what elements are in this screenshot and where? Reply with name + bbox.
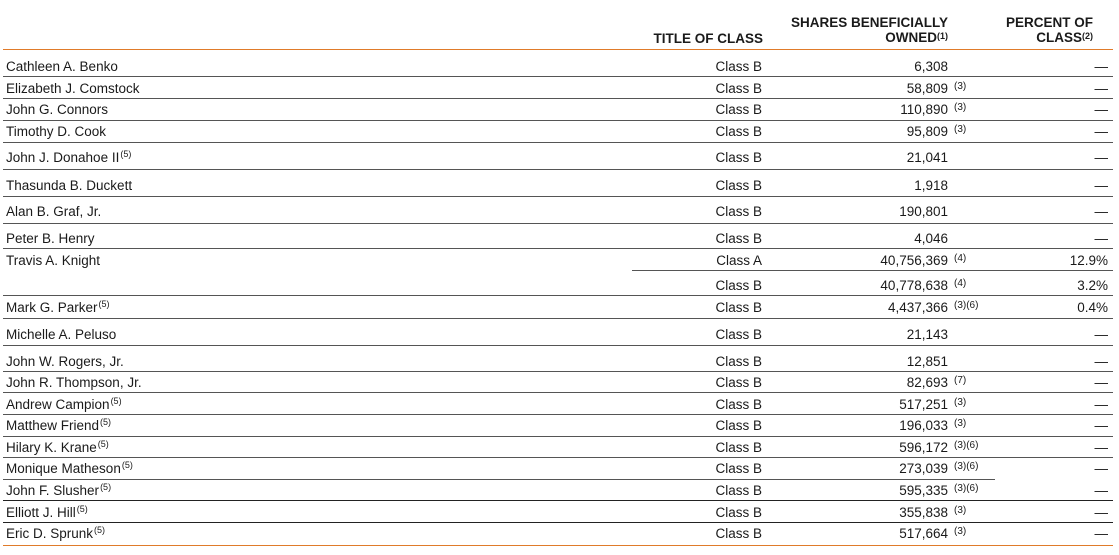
row-name bbox=[6, 327, 117, 342]
row-percent: — bbox=[1094, 59, 1108, 74]
row-name-text: Thasunda B. Duckett bbox=[6, 178, 133, 193]
row-name bbox=[6, 483, 111, 498]
row-shares: 595,335 bbox=[899, 483, 948, 498]
row-class: Class B bbox=[715, 59, 762, 74]
row-divider bbox=[3, 120, 1113, 121]
row-name bbox=[6, 505, 88, 520]
row-percent: — bbox=[1094, 375, 1108, 390]
row-percent: 0.4% bbox=[1077, 300, 1108, 315]
row-divider bbox=[3, 142, 1113, 143]
header-divider bbox=[3, 49, 1113, 50]
row-name-text: Timothy D. Cook bbox=[6, 124, 107, 139]
row-class: Class B bbox=[715, 204, 762, 219]
row-percent: — bbox=[1094, 505, 1108, 520]
row-name bbox=[6, 397, 122, 412]
row-divider bbox=[3, 371, 1113, 372]
row-name-footnote: (5) bbox=[98, 299, 110, 309]
row-percent: — bbox=[1094, 461, 1108, 476]
row-name-text: Elizabeth J. Comstock bbox=[6, 81, 140, 96]
row-shares: 1,918 bbox=[914, 178, 948, 193]
row-percent: 3.2% bbox=[1077, 278, 1108, 293]
row-name-text: Monique Matheson bbox=[6, 461, 121, 476]
row-class: Class B bbox=[715, 483, 762, 498]
row-name-footnote: (5) bbox=[100, 417, 112, 427]
row-class: Class B bbox=[715, 124, 762, 139]
row-divider bbox=[3, 223, 1113, 224]
row-class: Class B bbox=[715, 461, 762, 476]
row-name bbox=[6, 278, 7, 293]
row-shares: 4,437,366 bbox=[887, 300, 948, 315]
header-shares-owned: OWNED bbox=[885, 30, 937, 45]
row-class: Class B bbox=[715, 150, 762, 165]
row-name-text: Peter B. Henry bbox=[6, 231, 95, 246]
row-percent: — bbox=[1094, 178, 1108, 193]
row-percent: — bbox=[1094, 150, 1108, 165]
header-percent-class: CLASS bbox=[1036, 30, 1082, 45]
row-name-text: Eric D. Sprunk bbox=[6, 526, 94, 541]
row-class: Class B bbox=[715, 300, 762, 315]
row-shares: 12,851 bbox=[906, 354, 948, 369]
row-divider bbox=[3, 98, 1113, 99]
row-class: Class A bbox=[716, 253, 762, 268]
row-class: Class B bbox=[715, 102, 762, 117]
row-name bbox=[6, 150, 131, 165]
header-shares-footnote: (1) bbox=[937, 31, 948, 41]
row-divider bbox=[3, 196, 1113, 197]
row-divider bbox=[3, 169, 1113, 170]
row-name bbox=[6, 124, 107, 139]
row-shares: 355,838 bbox=[899, 505, 948, 520]
row-name bbox=[6, 300, 110, 315]
row-shares-footnote: (3) bbox=[954, 526, 967, 537]
row-divider bbox=[3, 414, 1113, 415]
row-percent: — bbox=[1094, 483, 1108, 498]
row-percent: — bbox=[1094, 526, 1108, 541]
row-name-footnote: (5) bbox=[120, 149, 132, 159]
row-percent: — bbox=[1094, 327, 1108, 342]
row-name bbox=[6, 178, 133, 193]
row-name-text: John F. Slusher bbox=[6, 483, 100, 498]
header-shares-line2 bbox=[770, 30, 948, 45]
row-name-text: Matthew Friend bbox=[6, 418, 100, 433]
table-bottom-divider bbox=[3, 545, 1113, 546]
row-shares: 190,801 bbox=[899, 204, 948, 219]
row-shares: 110,890 bbox=[900, 102, 948, 117]
row-shares: 6,308 bbox=[914, 59, 948, 74]
row-name-text: Alan B. Graf, Jr. bbox=[6, 204, 102, 219]
row-shares: 40,778,638 bbox=[880, 278, 948, 293]
row-name-footnote: (5) bbox=[76, 504, 88, 514]
header-percent-line2 bbox=[980, 30, 1093, 45]
row-percent: — bbox=[1094, 231, 1108, 246]
row-name bbox=[6, 375, 143, 390]
row-name-text: John G. Connors bbox=[6, 102, 109, 117]
row-name bbox=[6, 81, 141, 96]
row-shares-footnote: (7) bbox=[954, 375, 967, 386]
row-name bbox=[6, 253, 101, 268]
row-class: Class B bbox=[715, 178, 762, 193]
row-name-text: Mark G. Parker bbox=[6, 300, 98, 315]
row-shares-footnote: (3)(6) bbox=[954, 461, 979, 472]
row-class: Class B bbox=[715, 327, 762, 342]
row-name-text: Hilary K. Krane bbox=[6, 440, 97, 455]
row-name bbox=[6, 354, 125, 369]
row-name bbox=[6, 526, 105, 541]
row-divider bbox=[3, 318, 1113, 319]
row-shares-footnote: (4) bbox=[954, 253, 967, 264]
row-name bbox=[6, 102, 109, 117]
row-name-text: Michelle A. Peluso bbox=[6, 327, 117, 342]
row-divider bbox=[3, 522, 1113, 523]
row-percent: — bbox=[1094, 418, 1108, 433]
row-divider bbox=[3, 479, 995, 480]
row-shares: 21,143 bbox=[906, 327, 948, 342]
row-name bbox=[6, 461, 133, 476]
row-percent: — bbox=[1094, 204, 1108, 219]
row-class: Class B bbox=[715, 354, 762, 369]
row-shares: 196,033 bbox=[899, 418, 948, 433]
row-class: Class B bbox=[715, 418, 762, 433]
row-shares: 596,172 bbox=[899, 440, 948, 455]
row-class: Class B bbox=[715, 440, 762, 455]
row-divider bbox=[632, 270, 1113, 271]
row-shares-footnote: (3)(6) bbox=[954, 483, 979, 494]
row-divider bbox=[3, 500, 1113, 501]
row-shares-footnote: (4) bbox=[954, 278, 967, 289]
row-shares-footnote: (3) bbox=[954, 102, 967, 113]
row-shares-footnote: (3) bbox=[954, 81, 967, 92]
row-class: Class B bbox=[715, 505, 762, 520]
row-name-text: John R. Thompson, Jr. bbox=[6, 375, 142, 390]
row-name-footnote: (5) bbox=[97, 439, 109, 449]
row-percent: — bbox=[1094, 102, 1108, 117]
header-title-of-class: TITLE OF CLASS bbox=[653, 31, 763, 46]
row-class: Class B bbox=[715, 231, 762, 246]
row-shares: 517,664 bbox=[899, 526, 948, 541]
row-class: Class B bbox=[715, 278, 762, 293]
row-shares: 273,039 bbox=[899, 461, 948, 476]
row-percent: — bbox=[1094, 397, 1108, 412]
row-shares-footnote: (3)(6) bbox=[954, 440, 979, 451]
row-name-footnote: (5) bbox=[110, 396, 122, 406]
row-name-footnote: (5) bbox=[94, 525, 106, 535]
header-percent-footnote: (2) bbox=[1082, 31, 1093, 41]
header-percent-of-class bbox=[980, 15, 1093, 45]
row-name-text: Andrew Campion bbox=[6, 397, 110, 412]
row-divider bbox=[3, 436, 1113, 437]
row-percent: — bbox=[1094, 124, 1108, 139]
row-class: Class B bbox=[715, 397, 762, 412]
header-shares-beneficially-owned bbox=[770, 15, 948, 45]
row-name-text: Elliott J. Hill bbox=[6, 505, 76, 520]
row-divider bbox=[3, 457, 1113, 458]
row-shares: 40,756,369 bbox=[880, 253, 948, 268]
row-name-text: Cathleen A. Benko bbox=[6, 59, 118, 74]
row-name-text: John J. Donahoe II bbox=[6, 150, 120, 165]
row-percent: — bbox=[1094, 81, 1108, 96]
row-shares-footnote: (3) bbox=[954, 418, 967, 429]
header-shares-line1: SHARES BENEFICIALLY bbox=[790, 15, 948, 30]
row-name bbox=[6, 231, 96, 246]
row-shares-footnote: (3) bbox=[954, 397, 967, 408]
row-shares: 517,251 bbox=[899, 397, 948, 412]
row-name bbox=[6, 418, 111, 433]
row-shares-footnote: (3) bbox=[954, 505, 967, 516]
row-shares-footnote: (3)(6) bbox=[954, 300, 979, 311]
row-shares: 21,041 bbox=[906, 150, 948, 165]
row-divider bbox=[3, 345, 1113, 346]
row-name-text: John W. Rogers, Jr. bbox=[6, 354, 124, 369]
row-name-footnote: (5) bbox=[121, 460, 133, 470]
row-shares: 4,046 bbox=[914, 231, 948, 246]
row-shares: 82,693 bbox=[906, 375, 948, 390]
row-shares: 95,809 bbox=[906, 124, 948, 139]
row-divider bbox=[3, 295, 1113, 296]
row-percent: — bbox=[1094, 354, 1108, 369]
row-divider bbox=[3, 392, 1113, 393]
row-percent: — bbox=[1094, 440, 1108, 455]
row-divider bbox=[3, 248, 1113, 249]
row-class: Class B bbox=[715, 81, 762, 96]
row-name bbox=[6, 204, 102, 219]
row-class: Class B bbox=[715, 526, 762, 541]
row-class: Class B bbox=[715, 375, 762, 390]
header-percent-line1: PERCENT OF bbox=[1005, 15, 1093, 30]
row-divider bbox=[3, 76, 1113, 77]
row-name-text: Travis A. Knight bbox=[6, 253, 101, 268]
row-shares-footnote: (3) bbox=[954, 124, 967, 135]
row-name bbox=[6, 59, 119, 74]
row-name bbox=[6, 440, 109, 455]
row-name-footnote: (5) bbox=[100, 482, 112, 492]
row-shares: 58,809 bbox=[906, 81, 948, 96]
row-percent: 12.9% bbox=[1069, 253, 1108, 268]
